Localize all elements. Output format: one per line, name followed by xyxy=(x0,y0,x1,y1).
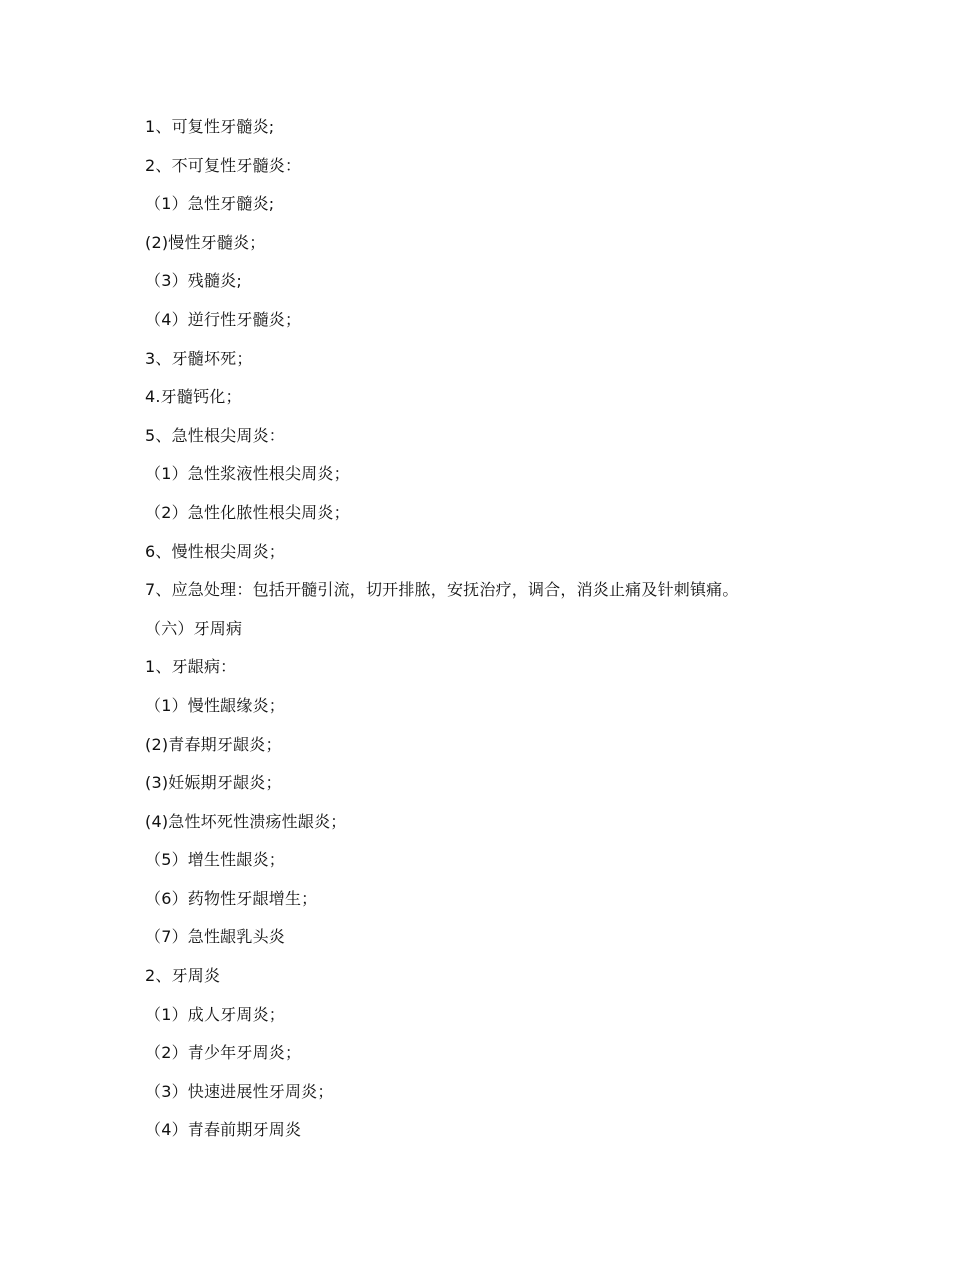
text-line: （2）急性化脓性根尖周炎； xyxy=(145,502,350,522)
text-line: （2）青少年牙周炎； xyxy=(145,1043,302,1063)
text-line: (4)急性坏死性溃疡性龈炎； xyxy=(145,811,347,831)
text-line: 2、牙周炎 xyxy=(145,966,221,986)
text-line: （6）药物性牙龈增生； xyxy=(145,888,318,908)
section-heading: （六）牙周病 xyxy=(145,618,243,638)
text-line: (3)妊娠期牙龈炎； xyxy=(145,773,282,793)
text-line: （4）青春前期牙周炎 xyxy=(145,1120,302,1140)
text-line: 1、可复性牙髓炎; xyxy=(145,117,275,136)
text-line: （7）急性龈乳头炎 xyxy=(145,927,285,947)
text-line: 5、急性根尖周炎： xyxy=(145,425,285,445)
document-body xyxy=(145,114,845,1156)
text-line: (2)慢性牙髓炎； xyxy=(145,232,266,252)
text-line: （1）成人牙周炎； xyxy=(145,1004,285,1024)
text-line: 7、应急处理：包括开髓引流，切开排脓，安抚治疗，调合，消炎止痛及针刺镇痛。 xyxy=(145,580,739,600)
text-line: （1）慢性龈缘炎； xyxy=(145,695,285,715)
text-line: （5）增生性龈炎； xyxy=(145,850,285,870)
text-line: (2)青春期牙龈炎； xyxy=(145,734,282,754)
text-line: 4.牙髓钙化； xyxy=(145,387,242,407)
text-line: （4）逆行性牙髓炎； xyxy=(145,309,302,329)
text-line: （3）快速进展性牙周炎； xyxy=(145,1081,334,1101)
text-line: 3、牙髓坏死； xyxy=(145,348,253,368)
text-line: （3）残髓炎; xyxy=(145,271,242,291)
text-line: （1）急性牙髓炎; xyxy=(145,194,275,214)
text-line: （1）急性浆液性根尖周炎； xyxy=(145,464,350,484)
text-line: 6、慢性根尖周炎； xyxy=(145,541,285,561)
text-line: 2、不可复性牙髓炎： xyxy=(145,155,302,175)
text-line: 1、牙龈病： xyxy=(145,657,237,677)
